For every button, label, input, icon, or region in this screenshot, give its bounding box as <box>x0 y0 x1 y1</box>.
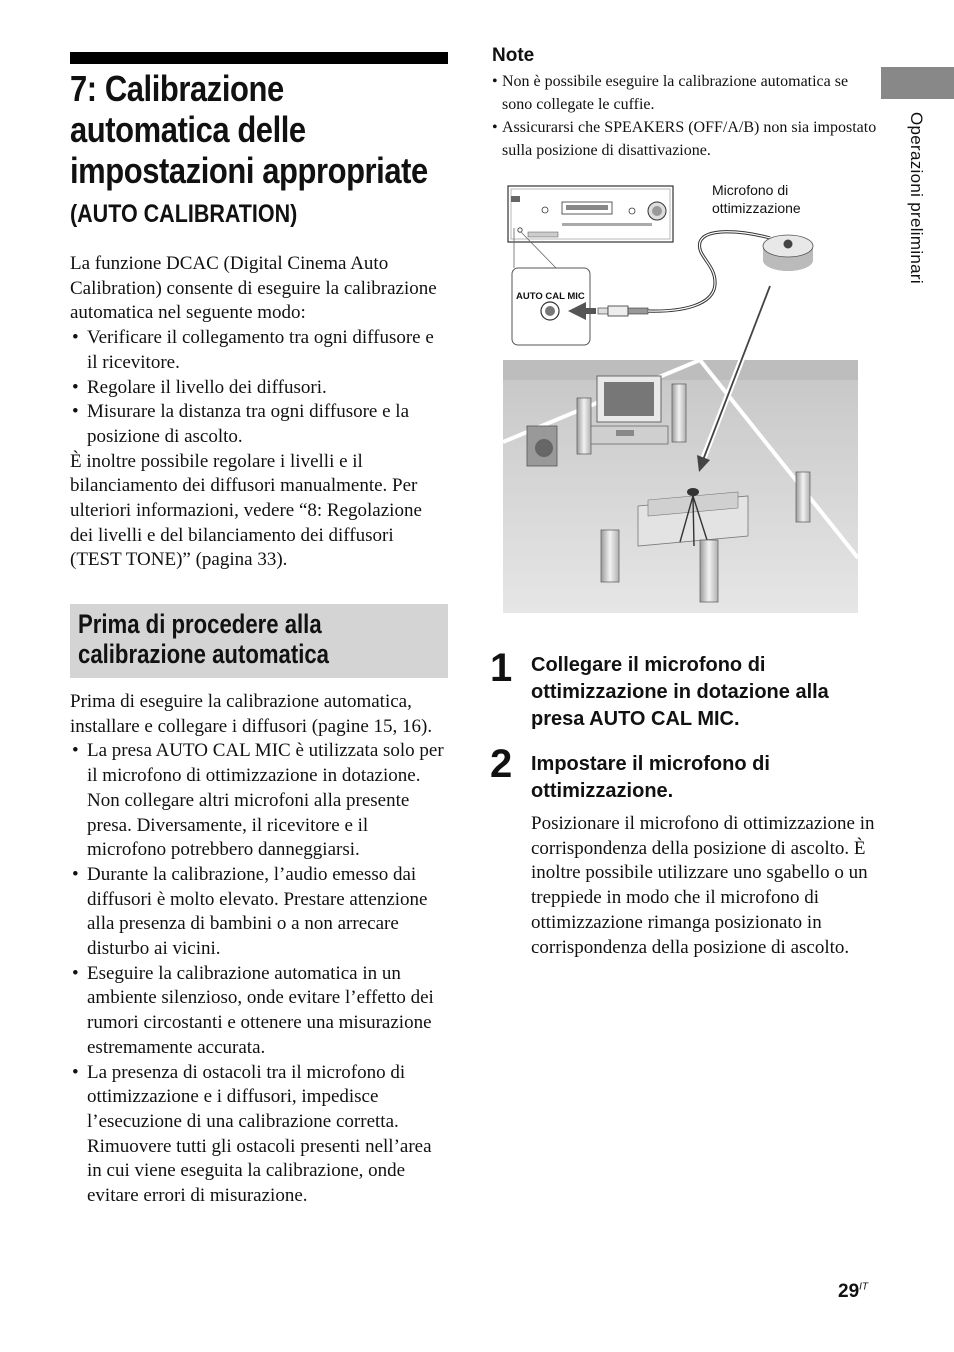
microphone-label-line-1: Microfono di <box>712 182 789 198</box>
before-paragraph: Prima di eseguire la calibrazione automatica, installare e collegare i diffusori (pagine 15, 16). <box>70 691 433 737</box>
jack-label: AUTO CAL MIC <box>516 291 585 302</box>
title-rule <box>70 52 448 64</box>
step-2-title-line-2: ottimizzazione. <box>531 780 674 802</box>
step-1-title-line-2: ottimizzazione in dotazione alla <box>531 681 829 703</box>
microphone-label <box>712 181 842 217</box>
step-1-title-line-1: Collegare il microfono di <box>531 654 766 676</box>
page-title-line-3: impostazioni appropriate <box>70 150 428 191</box>
step-1-title-line-3: presa AUTO CAL MIC. <box>531 708 740 730</box>
list-item: • Eseguire la calibrazione automatica in un ambiente silenzioso, onde evitare l’effetto dei rumori circostanti e ottenere una misurazione estremamente accurata. <box>70 962 448 1061</box>
note-item: • Assicurarsi che SPEAKERS (OFF/A/B) non sia impostato sulla posizione di disattivazione. <box>492 116 877 162</box>
section-heading-line-1: Prima di procedere alla <box>78 609 322 639</box>
before-bullet-list <box>70 739 448 1208</box>
microphone-illustration <box>763 235 813 271</box>
note-item: • Non è possibile eseguire la calibrazione automatica se sono collegate le cuffie. <box>492 70 877 116</box>
list-item: • Regolare il livello dei diffusori. <box>70 376 448 401</box>
list-item: • La presa AUTO CAL MIC è utilizzata solo per il microfono di ottimizzazione in dotazione. Non collegare altri microfoni alla presente presa. Diversamente, il ricevitore e il microfono potrebbero danneggiarsi. <box>70 739 448 863</box>
page-title <box>70 68 428 191</box>
step-2-body: Posizionare il microfono di ottimizzazione in corrispondenza della posizione di ascolto. È inoltre possibile utilizzare uno sgabello o un treppiede in modo che il microfono di ottimizzazione rimanga posizionato in corrispondenza della posizione di ascolto. <box>531 813 875 958</box>
page-number-value: 29 <box>838 1281 860 1302</box>
list-item: • Durante la calibrazione, l’audio emesso dai diffusori è molto elevato. Prestare attenzione alla presenza di bambini o a non arrecare disturbo ai vicini. <box>70 863 448 962</box>
step-1-title <box>531 652 891 733</box>
list-item: • Verificare il collegamento tra ogni diffusore e il ricevitore. <box>70 326 448 375</box>
step-2-title-line-1: Impostare il microfono di <box>531 753 770 775</box>
living-room-illustration <box>503 360 858 613</box>
page-number-suffix: IT <box>859 1281 869 1293</box>
intro-section <box>70 252 448 573</box>
note-list <box>492 70 877 162</box>
list-item: • La presenza di ostacoli tra il microfono di ottimizzazione e i diffusori, impedisce l’esecuzione di una calibrazione corretta. Rimuovere tutti gli ostacoli presenti nell’area in cui viene eseguita la calibrazione, onde evitare errori di misurazione. <box>70 1061 448 1209</box>
section-tab-marker <box>881 67 954 99</box>
microphone-label-line-2: ottimizzazione <box>712 200 801 216</box>
page-title-line-1: 7: Calibrazione <box>70 68 284 109</box>
mic-plug-and-cable <box>568 232 770 320</box>
page-number <box>838 1281 868 1303</box>
step-2-number: 2 <box>490 742 513 786</box>
intro-paragraph: La funzione DCAC (Digital Cinema Auto Calibration) consente di eseguire la calibrazione automatica nel seguente modo: <box>70 253 437 324</box>
section-heading <box>78 610 422 669</box>
before-calibration-section <box>70 690 448 1209</box>
intro-paragraph-2: È inoltre possibile regolare i livelli e il bilanciamento dei diffusori manualmente. Per ulteriori informazioni, vedere “8: Regolazione dei livelli e del bilanciamento dei diffusori (TEST TONE)” (pagina 33). <box>70 450 422 571</box>
list-item: • Misurare la distanza tra ogni diffusore e la posizione di ascolto. <box>70 400 448 449</box>
step-2-title <box>531 751 891 805</box>
page-subtitle: (AUTO CALIBRATION) <box>70 200 298 228</box>
step-1-number: 1 <box>490 646 513 690</box>
note-heading: Note <box>492 45 535 66</box>
page-title-line-2: automatica delle <box>70 109 306 150</box>
setup-illustration <box>500 180 860 616</box>
intro-bullet-list <box>70 326 448 450</box>
receiver-illustration <box>508 186 673 268</box>
section-heading-line-2: calibrazione automatica <box>78 638 330 669</box>
side-section-tab: Operazioni preliminari <box>907 112 926 284</box>
